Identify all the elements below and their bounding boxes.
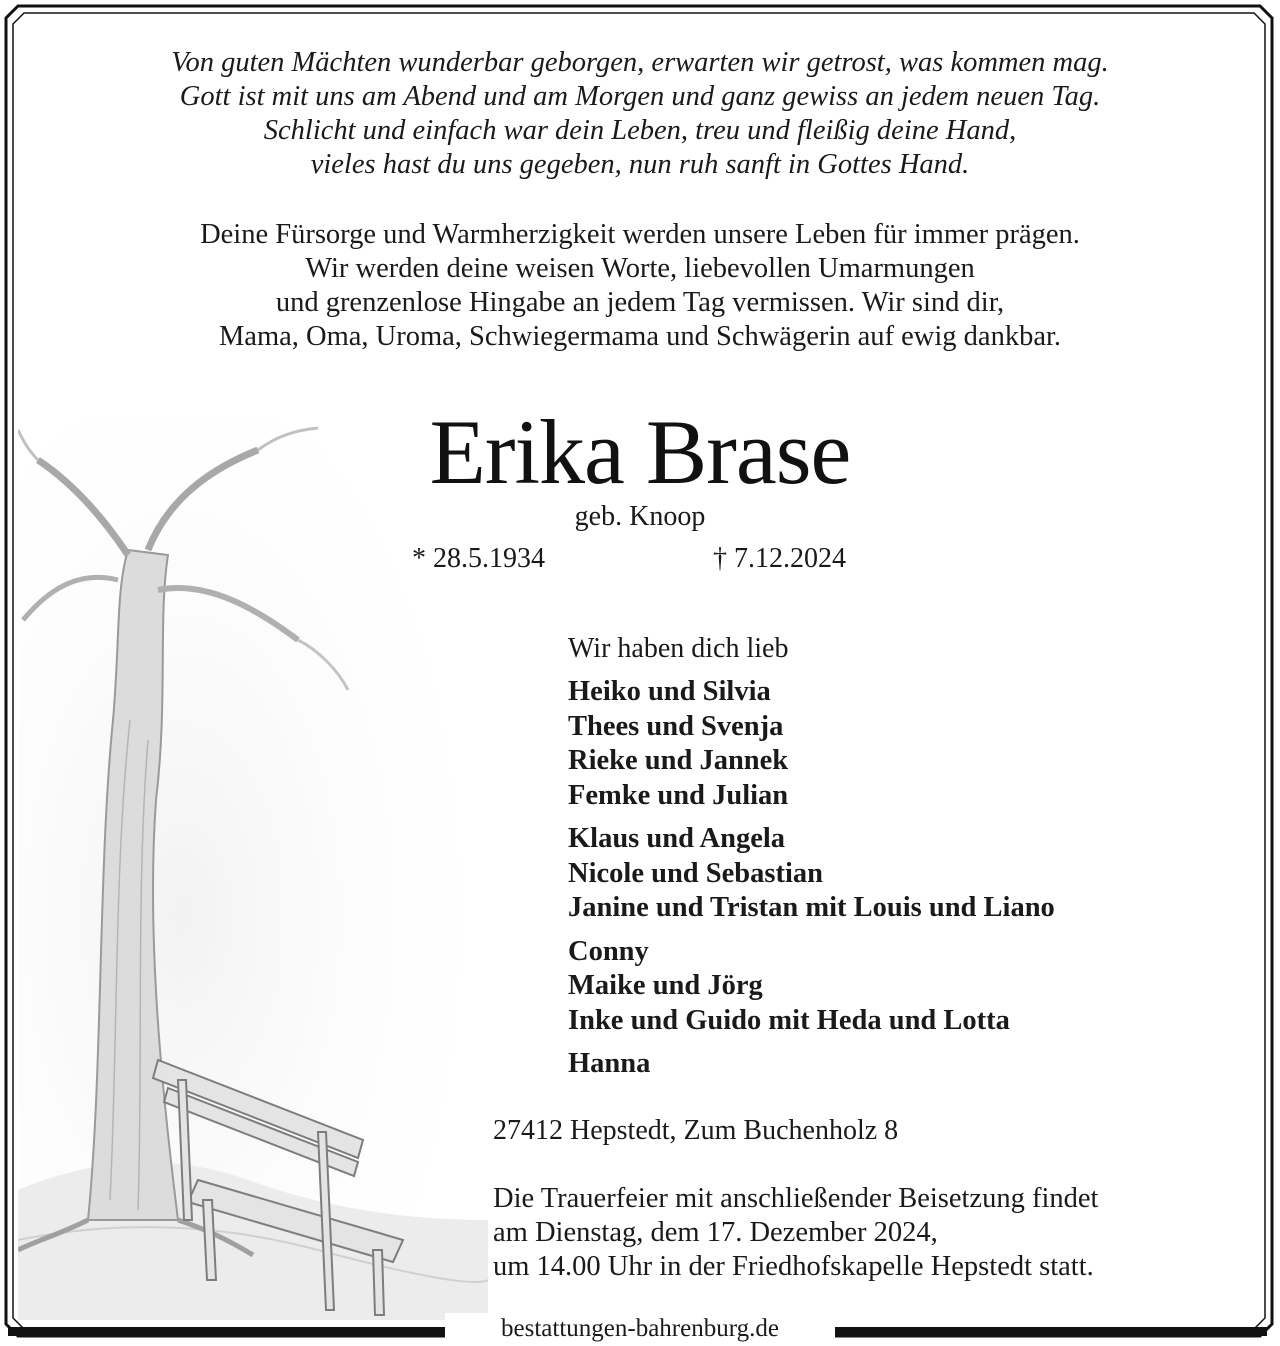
mourners-list: [568, 632, 1258, 1091]
maiden-name: geb. Knoop: [574, 501, 706, 532]
mourner-group: [568, 822, 1258, 926]
funeral-line: um 14.00 Uhr in der Friedhofskapelle Hepstedt statt.: [493, 1251, 1094, 1282]
verse-line: Gott ist mit uns am Abend und am Morgen und ganz gewiss an jedem neuen Tag.: [179, 81, 1101, 112]
mourner-entry: Conny: [568, 935, 649, 967]
mourner-entry: Thees und Svenja: [568, 710, 784, 742]
mourner-entry: Rieke und Jannek: [568, 745, 789, 776]
mourner-entry: Femke und Julian: [568, 779, 789, 811]
verse-line: Schlicht und einfach war dein Leben, treu und fleißig deine Hand,: [263, 115, 1017, 146]
tribute-line: Mama, Oma, Uroma, Schwiegermama und Schwägerin auf ewig dankbar.: [218, 321, 1062, 352]
birth-date: * 28.5.1934: [412, 543, 545, 574]
poem-verse: [0, 46, 1280, 182]
mourner-entry: Inke und Guido mit Heda und Lotta: [568, 1004, 1010, 1036]
mourner-entry: Janine und Tristan mit Louis und Liano: [568, 892, 1055, 923]
verse-line: Von guten Mächten wunderbar geborgen, erwarten wir getrost, was kommen mag.: [171, 47, 1109, 78]
mourner-entry: Nicole und Sebastian: [568, 857, 823, 889]
mourner-entry: Heiko und Silvia: [568, 676, 771, 707]
deceased-name: Erika Brase: [429, 401, 851, 503]
funeral-line: am Dienstag, dem 17. Dezember 2024,: [493, 1217, 938, 1248]
tribute-line: Deine Fürsorge und Warmherzigkeit werden unsere Leben für immer prägen.: [200, 219, 1080, 250]
death-date: † 7.12.2024: [713, 543, 846, 574]
mourner-entry: Hanna: [568, 1048, 651, 1079]
family-address: 27412 Hepstedt, Zum Buchenholz 8: [493, 1115, 899, 1146]
mourner-entry: Klaus und Angela: [568, 823, 786, 854]
tribute-line: Wir werden deine weisen Worte, liebevollen Umarmungen: [305, 253, 975, 284]
mourner-entry: Maike und Jörg: [568, 970, 763, 1001]
funeral-line: Die Trauerfeier mit anschließender Beisetzung findet: [493, 1183, 1099, 1214]
funeral-notice: [493, 1182, 1098, 1284]
mourner-group: [568, 935, 1258, 1039]
undertaker-website: bestattungen-bahrenburg.de: [445, 1313, 835, 1345]
mourner-group: [568, 1047, 1258, 1082]
mourner-group: [568, 675, 1258, 813]
verse-line: vieles hast du uns gegeben, nun ruh sanft in Gottes Hand.: [310, 149, 970, 180]
tribute-line: und grenzenlose Hingabe an jedem Tag vermissen. Wir sind dir,: [275, 287, 1005, 318]
footer-rule-left: [8, 1327, 445, 1336]
footer-rule-right: [835, 1327, 1267, 1336]
tribute-text: [0, 218, 1280, 354]
mourners-intro: Wir haben dich lieb: [568, 633, 789, 664]
